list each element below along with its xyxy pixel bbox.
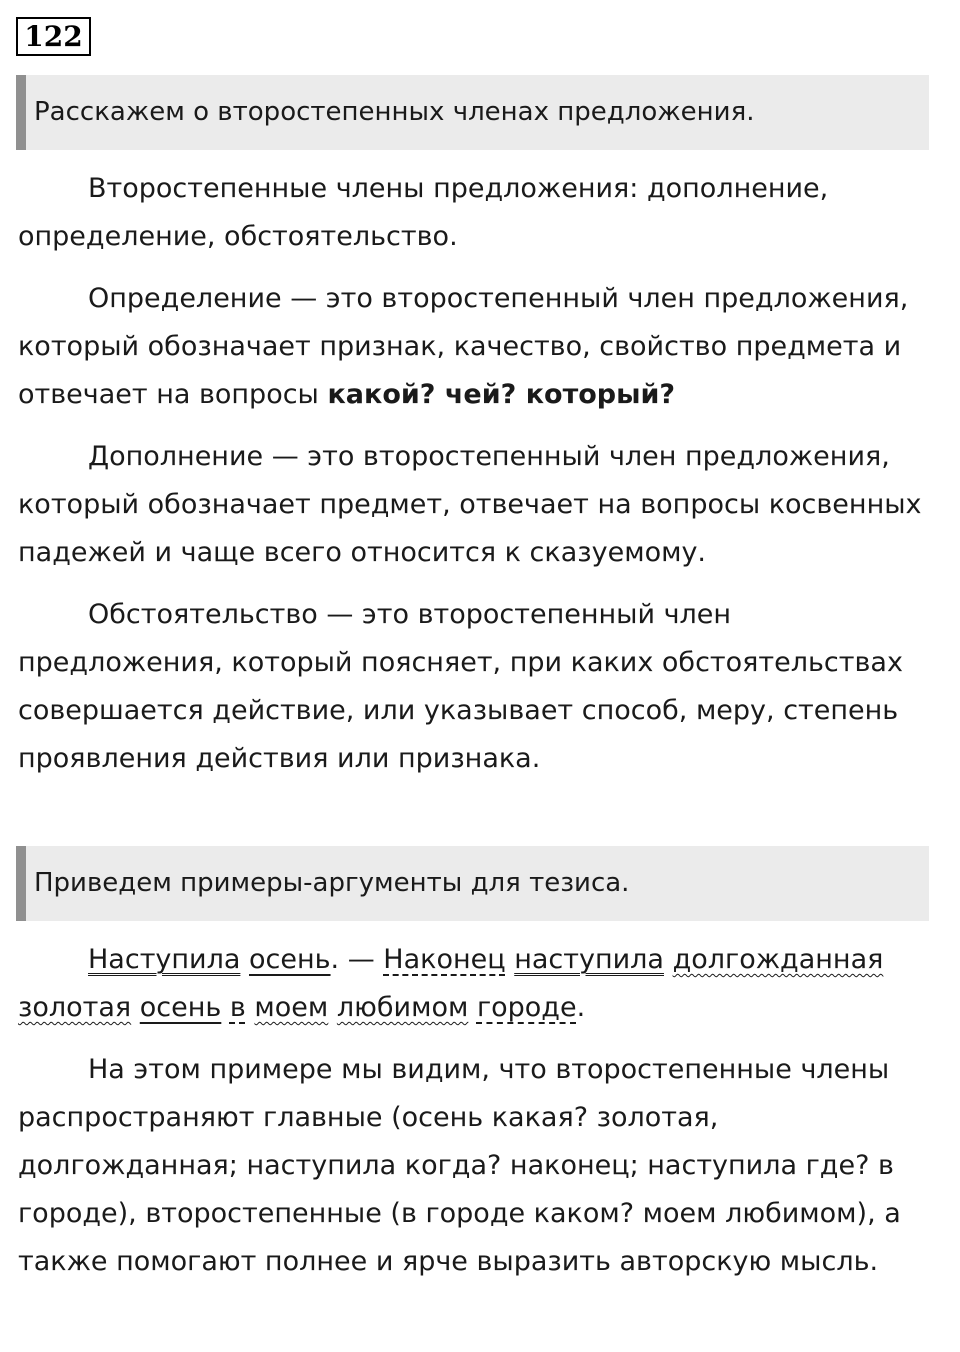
example-sentence xyxy=(18,936,943,1032)
example-subject-2: осень xyxy=(139,992,222,1023)
section-header-2: Приведем примеры-аргументы для тезиса. xyxy=(16,846,929,921)
example-attribute-4: любимом xyxy=(336,992,469,1023)
section-body-2 xyxy=(18,936,943,1300)
paragraph-conclusion: На этом примере мы видим, что второстепенные члены распространяют главные (осень какая? золотая, долгожданная; наступила когда? наконец; наступила где? в городе), второстепенные (в городе каком? моем любимом), а также помогают полнее и ярче выразить авторскую мысль. xyxy=(18,1054,901,1277)
paragraph-object: Дополнение — это второстепенный член предложения, который обозначает предмет, отвечает на вопросы косвенных падежей и чаще всего относится к сказуемому. xyxy=(18,441,922,568)
definition-text: Определение — это второстепенный член предложения, который обозначает признак, качество, свойство предмета и отвечает на вопросы xyxy=(18,283,909,410)
section-header-1: Расскажем о второстепенных членах предложения. xyxy=(16,75,929,150)
paragraph-members: Второстепенные члены предложения: дополнение, определение, обстоятельство. xyxy=(18,173,829,252)
example-separator: . — xyxy=(330,944,384,975)
example-predicate-1: Наступила xyxy=(88,944,241,975)
task-number: 122 xyxy=(16,17,91,56)
example-attribute-3: моем xyxy=(254,992,329,1023)
example-subject-1: осень xyxy=(249,944,331,975)
example-end: . xyxy=(576,992,586,1023)
paragraph-definition xyxy=(18,275,943,419)
example-attribute-2: золотая xyxy=(18,992,132,1023)
example-predicate-2: наступила xyxy=(514,944,664,975)
definition-questions: какой? чей? который? xyxy=(327,379,676,410)
example-attribute-1: долгожданная xyxy=(672,944,884,975)
example-preposition: в xyxy=(229,992,246,1023)
section-body-1 xyxy=(18,165,943,797)
paragraph-circumstance: Обстоятельство — это второстепенный член предложения, который поясняет, при каких обстоятельствах совершается действие, или указывает способ, меру, степень проявления действия или признака. xyxy=(18,599,903,774)
example-adverbial-1: Наконец xyxy=(383,944,506,975)
example-adverbial-2: городе xyxy=(476,992,577,1023)
